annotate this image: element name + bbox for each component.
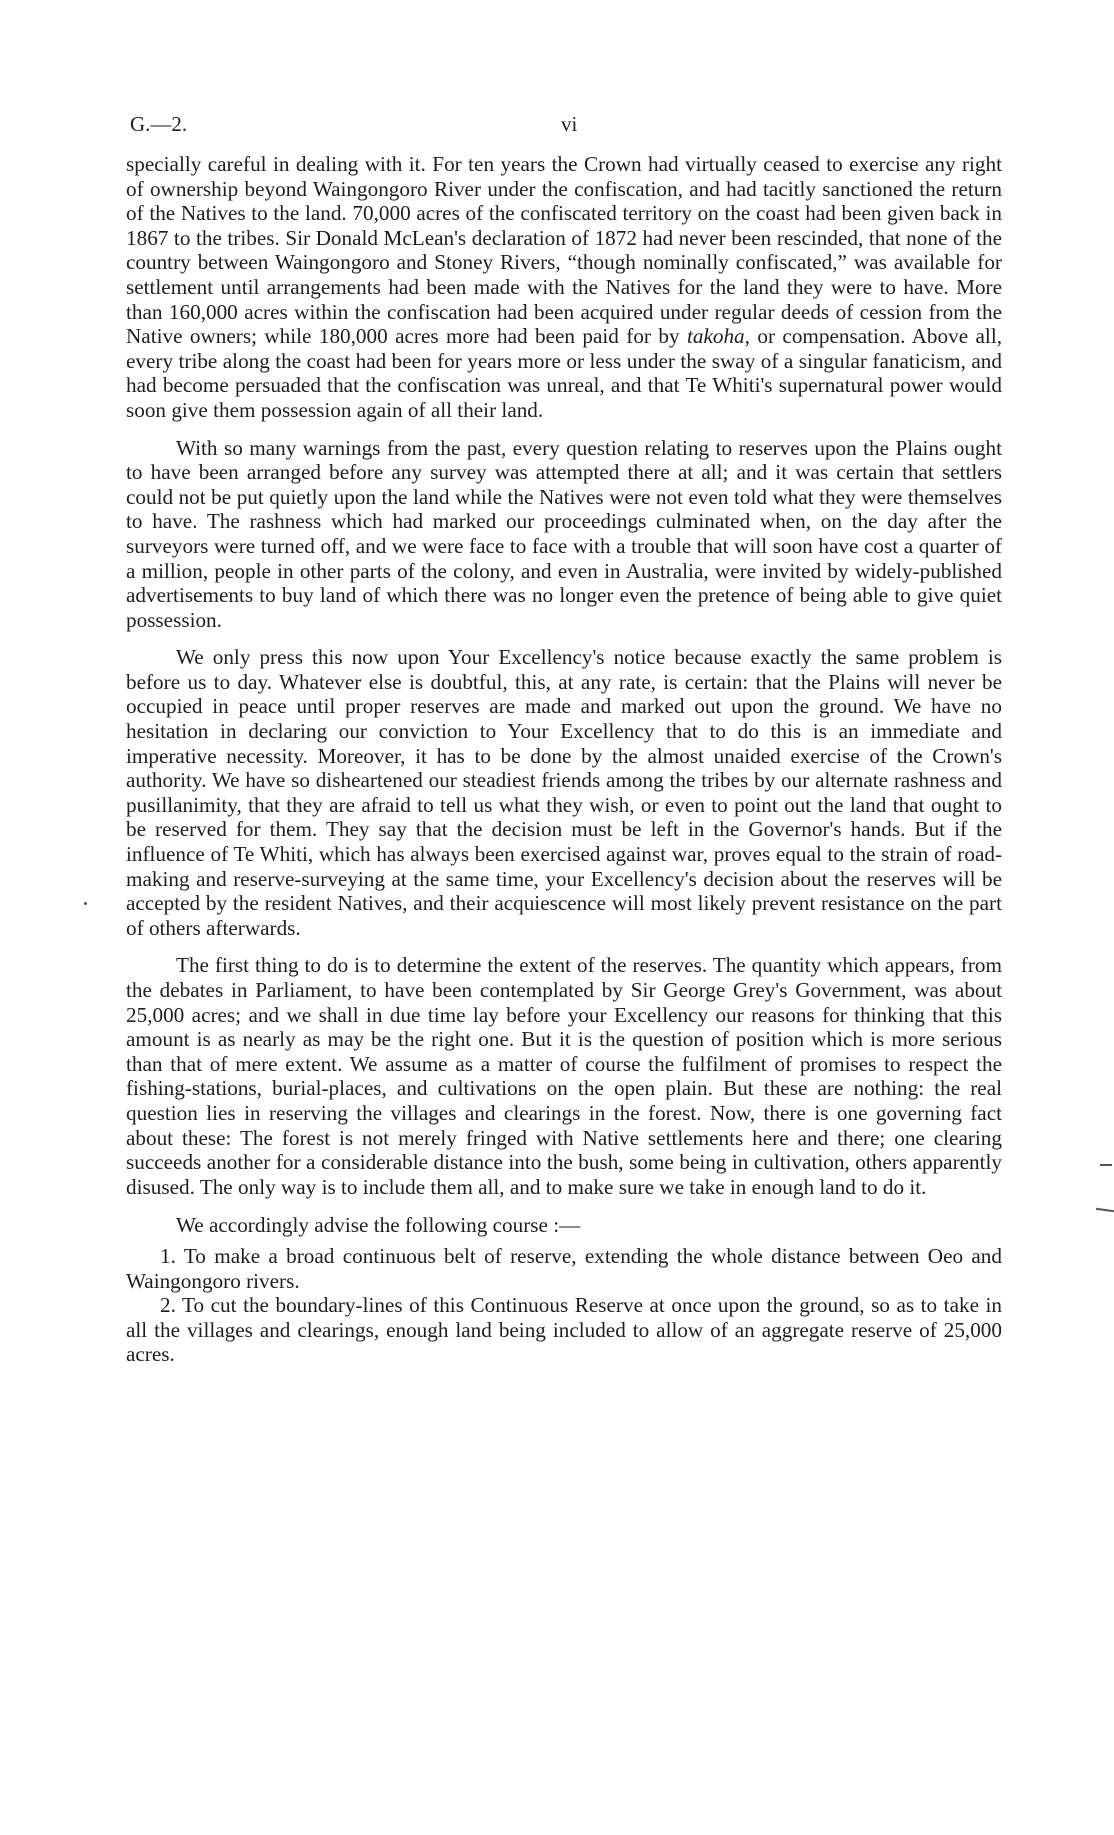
paragraph-1	[126, 152, 1002, 423]
margin-mark-dash	[1100, 1164, 1112, 1166]
page-number: vi	[561, 112, 578, 136]
margin-mark-dot	[84, 902, 87, 905]
page-header	[126, 112, 1002, 152]
document-page	[126, 112, 1002, 1367]
document-reference: G.—2.	[130, 112, 188, 136]
course-lead: We accordingly advise the following course :—	[176, 1213, 581, 1238]
margin-mark-squiggle	[1096, 1208, 1114, 1212]
paragraph-1-text-a: specially careful in dealing with it. For ten years the Crown had virtually ceased to exercise any right of ownership beyond Waingongoro River under the confiscation, and had tacitly sanctioned the return of the Natives to the land. 70,000 acres of the confiscated territory on the coast had been given back in 1867 to the tribes. Sir Donald McLean's declaration of 1872 had never been rescinded, that none of the country between Waingongoro and Stoney Rivers, “though nominally confiscated,” was available for settlement until arrangements had been made with the Natives for the land they were to have. More than 160,000 acres within the confiscation had been acquired under regular deeds of cession from the Native owners; while 180,000 acres more had been paid for by	[126, 152, 1002, 349]
paragraph-2: With so many warnings from the past, every question relating to reserves upon the Plains ought to have been arranged before any survey was attempted there at all; and it was certain that settlers could not be put quietly upon the land while the Natives were not even told what they were themselves to have. The rashness which had marked our proceedings culminated when, on the day after the surveyors were turned off, and we were face to face with a trouble that will soon have cost a quarter of a million, people in other parts of the colony, and even in Australia, were invited by widely-published advertisements to buy land of which there was no longer even the pretence of being able to give quiet possession.	[126, 435, 1002, 632]
document-body	[126, 152, 1002, 1367]
italic-term: takoha,	[686, 324, 750, 349]
course-item-2: 2. To cut the boundary-lines of this Continuous Reserve at once upon the ground, so as to take in all the villages and clearings, enough land being included to allow of an aggregate reserve of 25,000 acres.	[126, 1293, 1002, 1367]
paragraph-4: The first thing to do is to determine the extent of the reserves. The quantity which appears, from the debates in Parliament, to have been contemplated by Sir George Grey's Government, was about 25,000 acres; and we shall in due time lay before your Excellency our reasons for thinking that this amount is as nearly as may be the right one. But it is the question of position which is more serious than that of mere extent. We assume as a matter of course the fulfilment of promises to respect the fishing-stations, burial-places, and cultivations on the open plain. But these are nothing: the real question lies in reserving the villages and clearings in the forest. Now, there is one governing fact about these: The forest is not merely fringed with Native settlements here and there; one clearing succeeds another for a considerable distance into the bush, some being in cultivation, others apparently disused. The only way is to include them all, and to make sure we take in enough land to do it.	[126, 953, 1002, 1199]
paragraph-3: We only press this now upon Your Excellency's notice because exactly the same problem is before us to day. Whatever else is doubtful, this, at any rate, is certain: that the Plains will never be occupied in peace until proper reserves are made and marked out upon the ground. We have no hesitation in declaring our conviction to Your Excellency that to do this is an immediate and imperative necessity. Moreover, it has to be done by the almost unaided exercise of the Crown's authority. We have so disheartened our steadiest friends among the tribes by our alternate rashness and pusillanimity, that they are afraid to tell us what they wish, or even to point out the land that ought to be reserved for them. They say that the decision must be left in the Governor's hands. But if the influence of Te Whiti, which has always been exercised against war, proves equal to the strain of road-making and reserve-surveying at the same time, your Excellency's decision about the reserves will be accepted by the resident Natives, and their acquiescence will most likely prevent resistance on the part of others afterwards.	[126, 645, 1002, 940]
course-item-1: 1. To make a broad continuous belt of reserve, extending the whole distance between Oeo and Waingongoro rivers.	[126, 1243, 1002, 1293]
paragraph-1-text-b: or compensation. Above all, every tribe along the coast had been for years more or less under the sway of a singular fanaticism, and had become persuaded that the confiscation was unreal, and that Te Whiti's supernatural power would soon give them possession again of all their land.	[126, 324, 1002, 422]
